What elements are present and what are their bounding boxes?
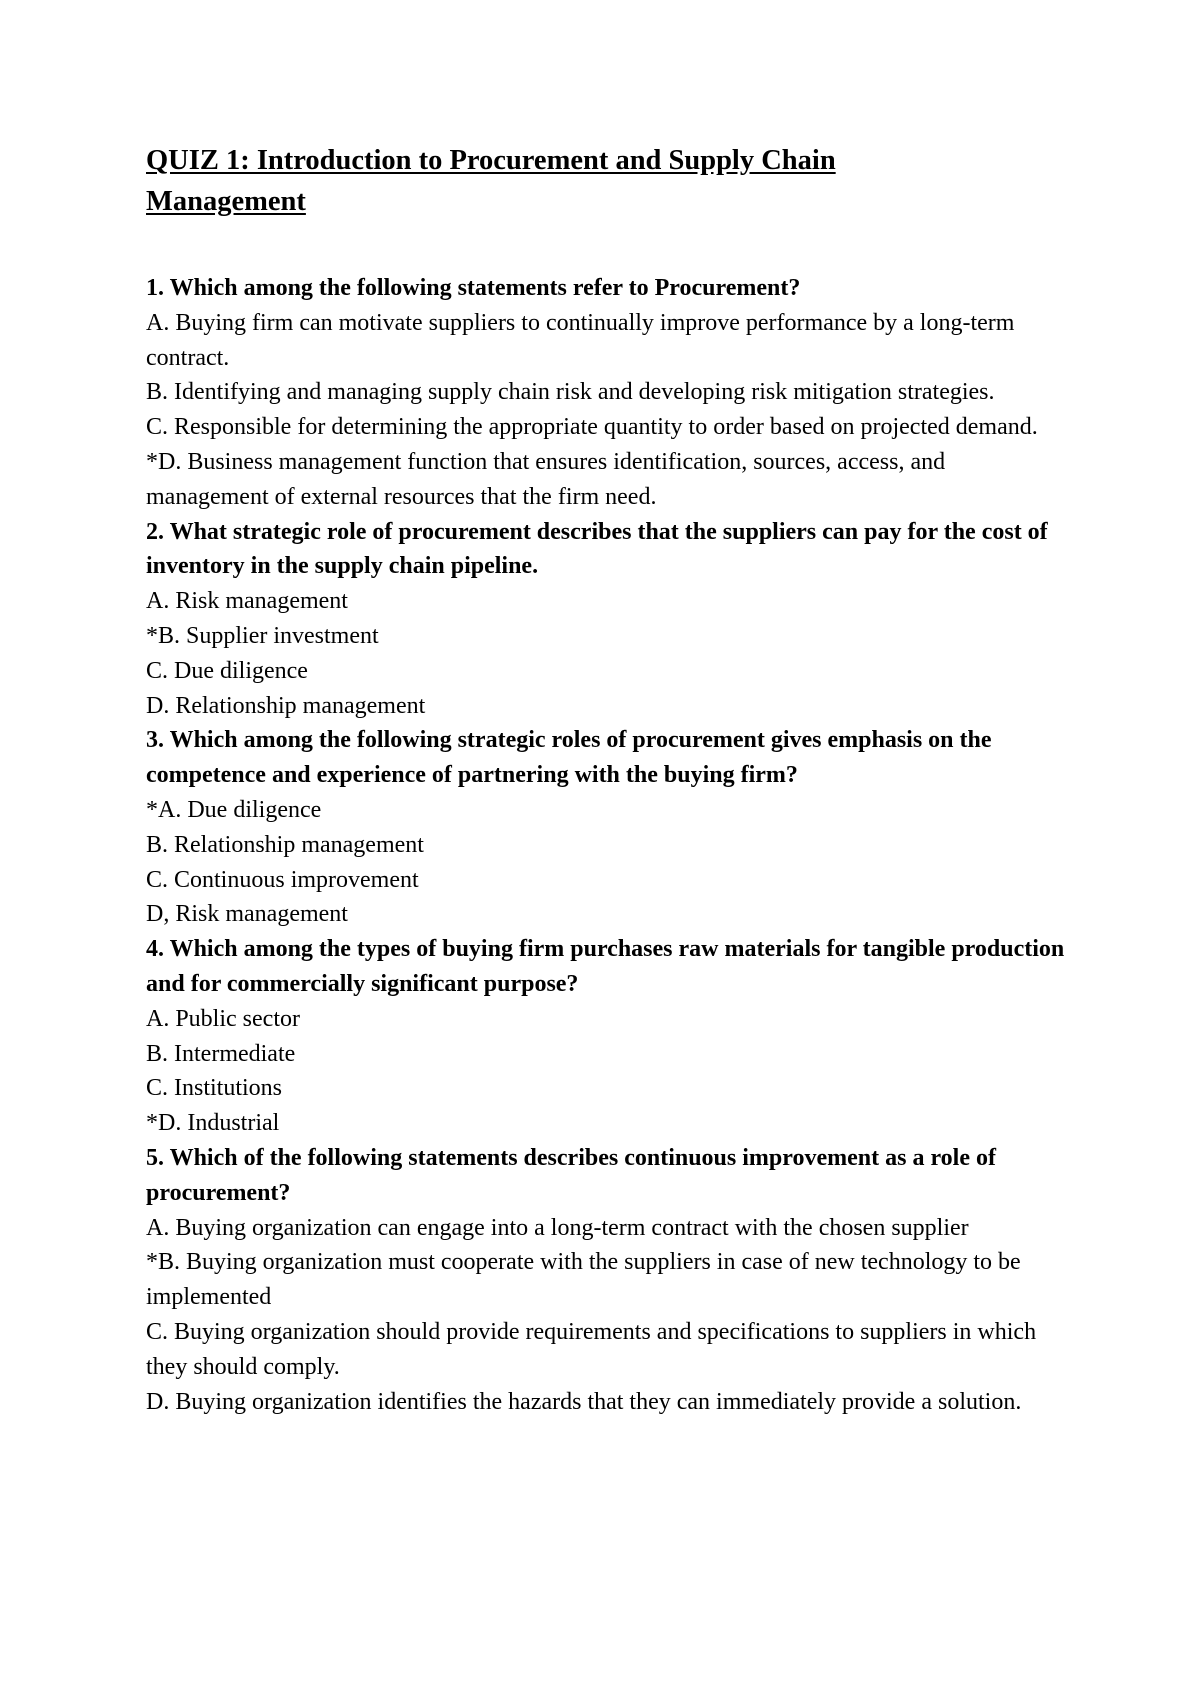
answer-option: D. Relationship management: [146, 692, 426, 719]
answer-option: B. Intermediate: [146, 1040, 296, 1067]
answer-option: B. Identifying and managing supply chain risk and developing risk mitigation strategies.: [146, 379, 995, 406]
answer-option: A. Public sector: [146, 1005, 300, 1032]
question-text: 4. Which among the types of buying firm purchases raw materials for tangible production and for commercially significant purpose?: [146, 936, 1065, 997]
question-text: 1. Which among the following statements refer to Procurement?: [146, 275, 801, 301]
answer-option-correct: *D. Industrial: [146, 1110, 280, 1137]
answer-option: A. Buying firm can motivate suppliers to continually improve performance by a long-term contract.: [146, 309, 1015, 371]
title-line-2: Management: [146, 186, 306, 217]
answer-option: A. Buying organization can engage into a long-term contract with the chosen supplier: [146, 1214, 969, 1241]
answer-option: C. Buying organization should provide requirements and specifications to suppliers in which they should comply.: [146, 1318, 1037, 1380]
answer-option-correct: *B. Buying organization must cooperate with the suppliers in case of new technology to be implemented: [146, 1249, 1021, 1311]
answer-option: A. Risk management: [146, 588, 348, 615]
question-3: [146, 723, 1066, 932]
answer-option: D, Risk management: [146, 901, 348, 928]
answer-option-correct: *A. Due diligence: [146, 796, 322, 823]
question-4: [146, 932, 1066, 1141]
answer-option-correct: *D. Business management function that ensures identification, sources, access, and management of external resources that the firm need.: [146, 448, 946, 510]
answer-option: C. Responsible for determining the appropriate quantity to order based on projected demand.: [146, 414, 1038, 441]
document-content: [146, 140, 1066, 1419]
answer-option: C. Continuous improvement: [146, 866, 419, 893]
answer-option: C. Due diligence: [146, 657, 308, 684]
question-5: [146, 1141, 1066, 1419]
question-2: [146, 515, 1066, 724]
question-text: 2. What strategic role of procurement describes that the suppliers can pay for the cost of inventory in the supply chain pipeline.: [146, 518, 1048, 580]
question-text: 5. Which of the following statements describes continuous improvement as a role of procurement?: [146, 1144, 996, 1206]
question-1: [146, 271, 1066, 515]
title-line-1: QUIZ 1: Introduction to Procurement and Supply Chain: [146, 145, 836, 176]
answer-option: B. Relationship management: [146, 831, 424, 858]
question-text: 3. Which among the following strategic roles of procurement gives emphasis on the competence and experience of partnering with the buying firm?: [146, 727, 992, 789]
answer-option-correct: *B. Supplier investment: [146, 622, 379, 649]
answer-option: C. Institutions: [146, 1075, 283, 1102]
answer-option: D. Buying organization identifies the hazards that they can immediately provide a solution.: [146, 1388, 1022, 1415]
page-title: [146, 140, 1066, 222]
